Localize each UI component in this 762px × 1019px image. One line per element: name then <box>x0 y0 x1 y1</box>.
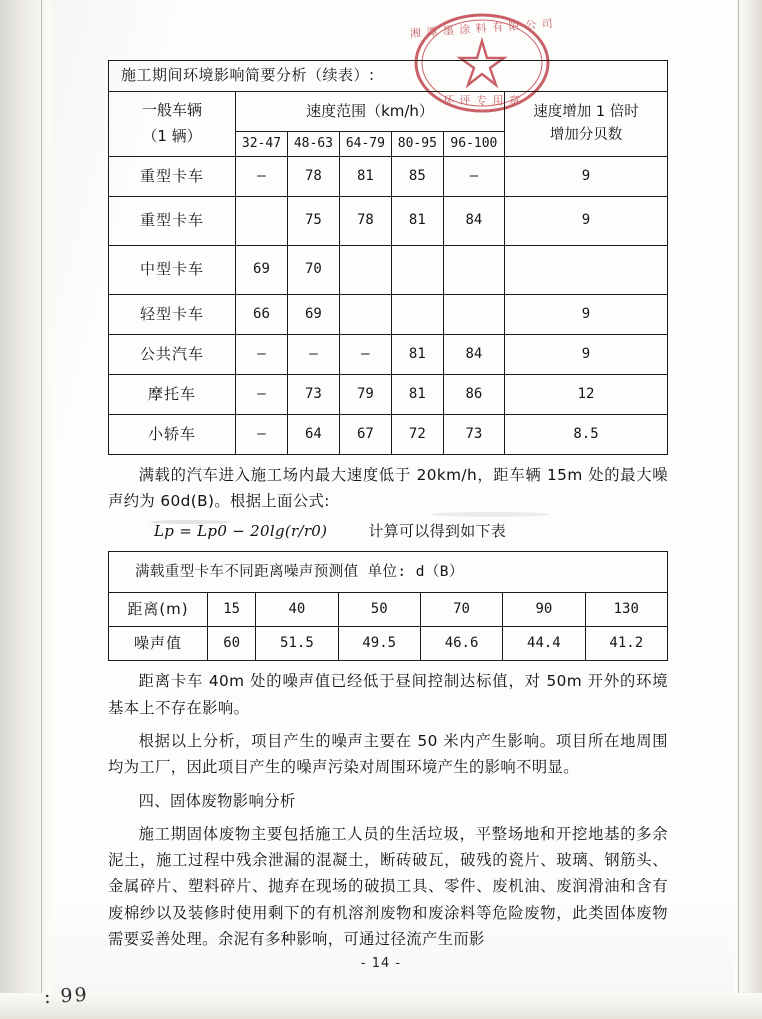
value-cell: 70 <box>287 245 339 294</box>
value-cell: 78 <box>287 156 339 196</box>
value-cell: 84 <box>443 196 504 245</box>
value-cell: 85 <box>391 156 443 196</box>
value-cell <box>339 294 391 334</box>
paragraph-speed-noise: 满载的汽车进入施工场内最大速度低于 20km/h，距车辆 15m 处的最大噪声约为 60d(B)。根据上面公式: <box>108 465 668 511</box>
formula-expression: Lp = Lp0 − 20lg(r/r0) <box>154 522 328 541</box>
value-cell: 72 <box>391 414 443 454</box>
table-row <box>109 414 668 454</box>
page-bottom-edge <box>0 993 762 1019</box>
table1-title: 施工期间环境影响简要分析（续表）: <box>109 61 668 92</box>
page-number: - 14 - <box>360 956 402 971</box>
table-row <box>109 627 668 661</box>
value-cell: 81 <box>391 374 443 414</box>
value-cell: 79 <box>339 374 391 414</box>
distance-row-header: 距离(m) <box>109 593 208 627</box>
vehicle-name: 重型卡车 <box>109 156 236 196</box>
decibel-cell: 8.5 <box>505 414 668 454</box>
noise-cell: 46.6 <box>420 627 502 661</box>
vehicle-name: 轻型卡车 <box>109 294 236 334</box>
value-cell: 78 <box>339 196 391 245</box>
table-row <box>109 334 668 374</box>
decibel-cell: 9 <box>505 334 668 374</box>
distance-cell: 15 <box>208 593 256 627</box>
table-title-row <box>109 61 668 92</box>
noise-cell: 51.5 <box>256 627 338 661</box>
table1-header-row <box>109 91 668 131</box>
value-cell <box>339 245 391 294</box>
value-cell <box>391 294 443 334</box>
range-cell: 80-95 <box>391 131 443 156</box>
paragraph-distance-conclusion: 距离卡车 40m 处的噪声值已经低于昼间控制达标值，对 50m 开外的环境基本上不存在影响。 <box>108 672 668 717</box>
noise-cell: 41.2 <box>585 627 667 661</box>
distance-cell: 70 <box>420 593 502 627</box>
range-cell: 48-63 <box>287 131 339 156</box>
value-cell: 66 <box>236 294 288 334</box>
value-cell: – <box>236 156 288 196</box>
value-cell: – <box>443 156 504 196</box>
decibel-cell <box>505 245 668 294</box>
paragraph-solid-waste: 施工期固体废物主要包括施工人员的生活垃圾，平整场地和开挖地基的多余泥土，施工过程中残余泄漏的混凝土，断砖破瓦，破残的瓷片、玻璃、钢筋头、金属碎片、塑料碎片、抛弃在现场的破损工具、零件、废机油、废润滑油和含有废棉纱以及装修时使用剩下的有机溶剂废物和废涂料等危险废物，此类固体废物需要妥善处理。余泥有多种影响，可通过径流产生而影 <box>108 824 668 949</box>
table-row <box>109 245 668 294</box>
vehicle-name: 公共汽车 <box>109 334 236 374</box>
speed-range-header: 速度范围（km/h） <box>236 91 505 131</box>
value-cell: 69 <box>287 294 339 334</box>
table-row <box>109 593 668 627</box>
decibel-cell: 12 <box>505 374 668 414</box>
value-cell: 75 <box>287 196 339 245</box>
handwritten-mark: : 99 <box>43 983 90 1009</box>
section-heading-solid-waste: 四、固体废物影响分析 <box>138 791 296 810</box>
table2-caption-row <box>109 552 668 593</box>
value-cell <box>391 245 443 294</box>
decibel-header-line2: 增加分贝数 <box>549 126 623 143</box>
range-cell: 64-79 <box>339 131 391 156</box>
table-row <box>109 294 668 334</box>
formula-note: 计算可以得到如下表 <box>368 522 507 541</box>
value-cell: – <box>236 334 288 374</box>
vehicle-name: 中型卡车 <box>109 245 236 294</box>
value-cell: 81 <box>391 334 443 374</box>
svg-text:环 评 专 用 章: 环 评 专 用 章 <box>443 94 521 107</box>
value-cell: 73 <box>287 374 339 414</box>
value-cell: – <box>236 374 288 414</box>
distance-noise-prediction-table <box>108 551 668 661</box>
value-cell <box>443 245 504 294</box>
value-cell: – <box>339 334 391 374</box>
distance-cell: 130 <box>585 593 667 627</box>
svg-text:湘 潭 墨 涂 料 有 限 公 司: 湘 潭 墨 涂 料 有 限 公 司 <box>409 17 555 41</box>
distance-cell: 50 <box>338 593 420 627</box>
page-left-edge <box>0 0 52 1019</box>
noise-cell: 60 <box>208 627 256 661</box>
table-row <box>109 374 668 414</box>
value-cell: 86 <box>443 374 504 414</box>
value-cell <box>236 196 288 245</box>
noise-row-header: 噪声值 <box>109 627 208 661</box>
table2-caption: 满载重型卡车不同距离噪声预测值 单位: d（B） <box>109 552 668 593</box>
table-row <box>109 156 668 196</box>
vehicle-header <box>109 91 236 156</box>
document-body <box>108 60 668 952</box>
paragraph-noise-summary: 根据以上分析，项目产生的噪声主要在 50 米内产生影响。项目所在地周围均为工厂，因此项目产生的噪声污染对周围环境产生的影响不明显。 <box>108 731 668 777</box>
page-right-edge <box>734 0 762 1019</box>
range-cell: 32-47 <box>236 131 288 156</box>
vehicle-name: 小轿车 <box>109 414 236 454</box>
value-cell: – <box>236 414 288 454</box>
vehicle-header-line1: 一般车辆 <box>141 101 202 120</box>
value-cell <box>443 294 504 334</box>
value-cell: 84 <box>443 334 504 374</box>
value-cell: 81 <box>391 196 443 245</box>
noise-cell: 49.5 <box>338 627 420 661</box>
noise-speed-table <box>108 60 668 455</box>
distance-cell: 90 <box>503 593 585 627</box>
distance-cell: 40 <box>256 593 338 627</box>
decibel-cell: 9 <box>505 294 668 334</box>
value-cell: 69 <box>236 245 288 294</box>
decibel-cell: 9 <box>505 196 668 245</box>
value-cell: 64 <box>287 414 339 454</box>
decibel-increase-header <box>505 91 668 156</box>
vehicle-name: 摩托车 <box>109 374 236 414</box>
decibel-header-line1: 速度增加 1 倍时 <box>533 103 639 120</box>
vehicle-header-line2: （1 辆） <box>142 126 202 145</box>
value-cell: – <box>287 334 339 374</box>
value-cell: 73 <box>443 414 504 454</box>
value-cell: 67 <box>339 414 391 454</box>
table-row <box>109 196 668 245</box>
range-cell: 96-100 <box>443 131 504 156</box>
noise-attenuation-formula <box>108 520 668 541</box>
value-cell: 81 <box>339 156 391 196</box>
vehicle-name: 重型卡车 <box>109 196 236 245</box>
decibel-cell: 9 <box>505 156 668 196</box>
noise-cell: 44.4 <box>503 627 585 661</box>
